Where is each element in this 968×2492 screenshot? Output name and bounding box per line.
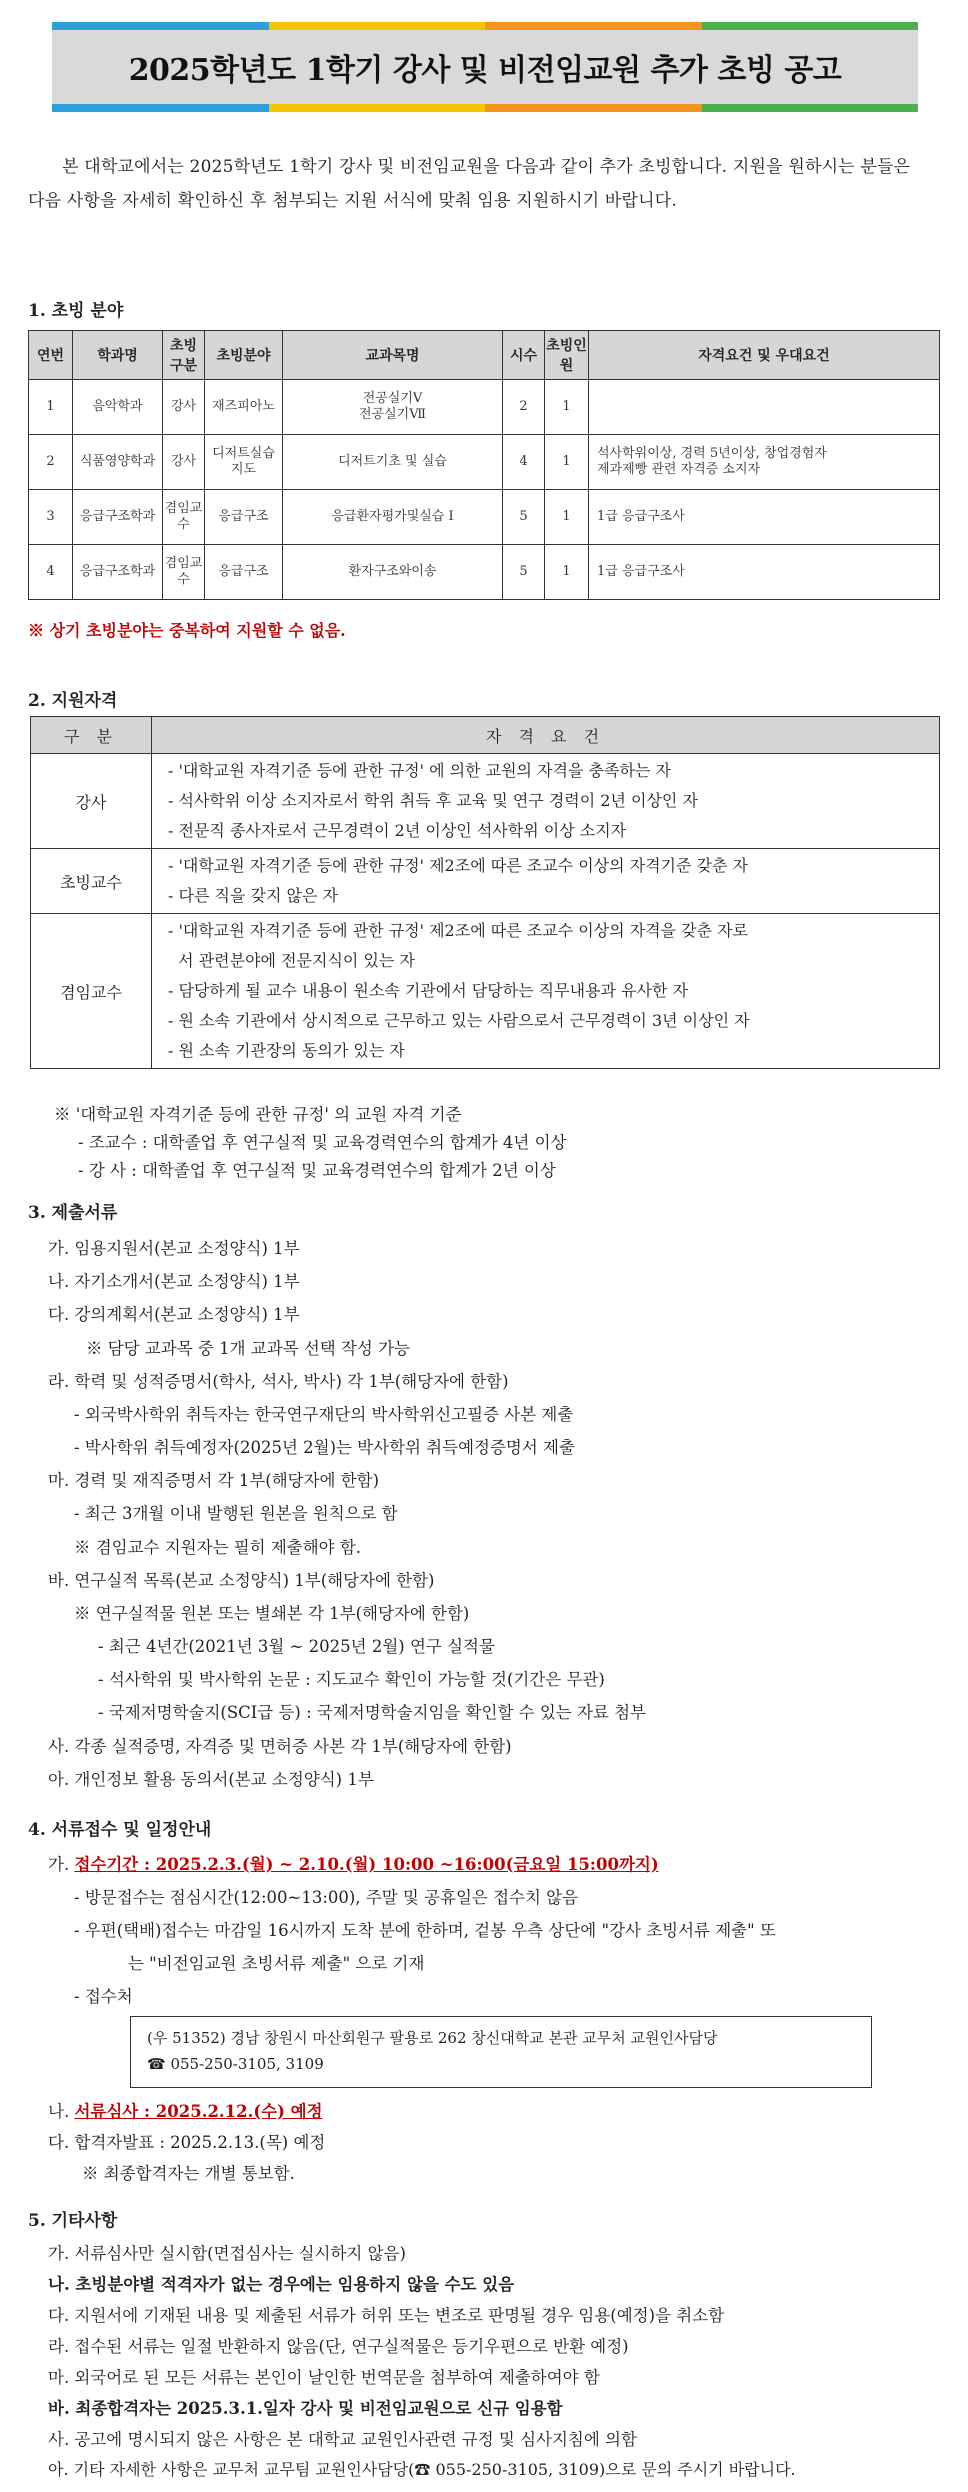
cell-count: 1: [545, 380, 589, 435]
course-line: 환자구조와이송: [348, 564, 437, 579]
section5-heading: 5. 기타사항: [28, 2211, 118, 2231]
doc-item: 아. 개인정보 활용 동의서(본교 소정양식) 1부: [48, 1770, 374, 1789]
cell-no: 2: [29, 435, 73, 490]
doc-item: 가. 임용지원서(본교 소정양식) 1부: [48, 1239, 300, 1258]
review-text: 서류심사 : 2025.2.12.(수) 예정: [74, 2102, 323, 2121]
req-line: 제과제빵 관련 자격증 소지자: [597, 462, 761, 477]
item-line: - 담당하게 될 교수 내용이 원소속 기관에서 담당하는 직무내용과 유사한 자: [168, 981, 688, 1000]
header-cell: 자격요건 및 우대요건: [589, 331, 940, 380]
review-prefix: 나.: [48, 2102, 75, 2121]
address: (우 51352) 경남 창원시 마산회원구 팔용로 262 창신대학교 본관 교무처 교원인사담당: [147, 2029, 718, 2047]
cell-dept: 응급구조학과: [73, 545, 163, 600]
req-line: 석사학위이상, 경력 5년이상, 창업경험자: [597, 446, 827, 461]
cell-hours: 4: [503, 435, 545, 490]
doc-note: ※ 담당 교과목 중 1개 교과목 선택 작성 가능: [86, 1339, 410, 1358]
header-cell: 교과목명: [283, 331, 503, 380]
doc-item: 바. 연구실적 목록(본교 소정양식) 1부(해당자에 한함): [48, 1571, 435, 1590]
doc-subitem: - 석사학위 및 박사학위 논문 : 지도교수 확인이 가능할 것(기간은 무관): [98, 1670, 605, 1689]
etc-item: 아. 기타 자세한 사항은 교무처 교무팀 교원인사담당(☎ 055-250-3105, 3109)으로 문의 주시기 바랍니다.: [48, 2460, 796, 2479]
cell-no: 3: [29, 490, 73, 545]
qualification-note: ※ '대학교원 자격기준 등에 관한 규정' 의 교원 자격 기준: [54, 1105, 462, 1124]
doc-item: 라. 학력 및 성적증명서(학사, 석사, 박사) 각 1부(해당자에 한함): [48, 1372, 509, 1391]
cell-type: 강사: [163, 380, 205, 435]
cell-count: 1: [545, 435, 589, 490]
cell-type: 겸임교수: [163, 490, 205, 545]
header-cell: 초빙구분: [163, 331, 205, 380]
doc-note: ※ 연구실적물 원본 또는 별쇄본 각 1부(해당자에 한함): [74, 1604, 470, 1623]
item-line: - 전문직 종사자로서 근무경력이 2년 이상인 석사학위 이상 소지자: [168, 821, 627, 840]
cell-dept: 식품영양학과: [73, 435, 163, 490]
doc-subitem: - 박사학위 취득예정자(2025년 2월)는 박사학위 취득예정증명서 제출: [74, 1438, 575, 1457]
period-prefix: 가.: [48, 1855, 75, 1874]
qualification-note: - 강 사 : 대학졸업 후 연구실적 및 교육경력연수의 합계가 2년 이상: [78, 1161, 556, 1180]
cell-hours: 5: [503, 545, 545, 600]
req-line: 1급 응급구조사: [597, 564, 685, 579]
doc-subitem: - 최근 4년간(2021년 3월 ~ 2025년 2월) 연구 실적물: [98, 1637, 495, 1656]
etc-item: 사. 공고에 명시되지 않은 사항은 본 대학교 교원인사관련 규정 및 심사지침에 의함: [48, 2430, 637, 2449]
cell-no: 1: [29, 380, 73, 435]
section2-heading: 2. 지원자격: [28, 691, 118, 711]
item-line: - 다른 직을 갖지 않은 자: [168, 886, 338, 905]
section4-heading: 4. 서류접수 및 일정안내: [28, 1820, 212, 1840]
cell-course: [283, 490, 503, 545]
cell-field: 디저트실습지도: [205, 435, 283, 490]
item-line: - '대학교원 자격기준 등에 관한 규정' 에 의한 교원의 자격을 충족하는 자: [168, 761, 671, 780]
row-items: [152, 849, 940, 914]
cell-no: 4: [29, 545, 73, 600]
cell-type: 겸임교수: [163, 545, 205, 600]
header-cell: 자 격 요 건: [152, 717, 940, 754]
mail-note: - 우편(택배)접수는 마감일 16시까지 도착 분에 한하며, 겉봉 우측 상단에 "강사 초빙서류 제출" 또: [74, 1921, 776, 1940]
doc-item: 사. 각종 실적증명, 자격증 및 면허증 사본 각 1부(해당자에 한함): [48, 1737, 512, 1756]
header-cell: 구 분: [31, 717, 152, 754]
table-header-row: [31, 717, 940, 754]
etc-item: 가. 서류심사만 실시함(면접심사는 실시하지 않음): [48, 2244, 406, 2263]
visit-note: - 방문접수는 점심시간(12:00~13:00), 주말 및 공휴일은 접수치 않음: [74, 1888, 579, 1907]
qualification-table: [30, 716, 940, 1069]
period-text: 접수기간 : 2025.2.3.(월) ~ 2.10.(월) 10:00 ~16:00(금요일 15:00까지): [74, 1855, 659, 1874]
address-box: [130, 2016, 872, 2088]
item-line: - 원 소속 기관장의 동의가 있는 자: [168, 1041, 405, 1060]
cell-hours: 2: [503, 380, 545, 435]
etc-item: 나. 초빙분야별 적격자가 없는 경우에는 임용하지 않을 수도 있음: [48, 2275, 515, 2294]
header-cell: 학과명: [73, 331, 163, 380]
section1-heading: 1. 초빙 분야: [28, 301, 124, 321]
cell-course: [283, 435, 503, 490]
review-line: [48, 2098, 323, 2122]
intro-paragraph: 본 대학교에서는 2025학년도 1학기 강사 및 비전임교원을 다음과 같이 추가 초빙합니다. 지원을 원하시는 분들은 다음 사항을 자세히 확인하신 후 첨부되는 지원 서식에 맞춰 임용 지원하시기 바랍니다.: [28, 157, 911, 211]
item-line: - 원 소속 기관에서 상시적으로 근무하고 있는 사람으로서 근무경력이 3년 이상인 자: [168, 1011, 750, 1030]
cell-course: [283, 380, 503, 435]
color-bar-bottom: [52, 104, 918, 112]
header-cell: 초빙인원: [545, 331, 589, 380]
header-cell: 시수: [503, 331, 545, 380]
row-label: 초빙교수: [31, 849, 152, 914]
doc-subitem: - 국제저명학술지(SCI급 등) : 국제저명학술지임을 확인할 수 있는 자료 첨부: [98, 1703, 646, 1722]
cell-count: 1: [545, 490, 589, 545]
item-line: - '대학교원 자격기준 등에 관한 규정' 제2조에 따른 조교수 이상의 자격기준 갖춘 자: [168, 856, 749, 875]
doc-item: 마. 경력 및 재직증명서 각 1부(해당자에 한함): [48, 1471, 380, 1490]
item-line: - 석사학위 이상 소지자로서 학위 취득 후 교육 및 연구 경력이 2년 이상인 자: [168, 791, 698, 810]
recruitment-table: [28, 330, 940, 600]
cell-field: 재즈피아노: [205, 380, 283, 435]
table-row: [29, 545, 940, 600]
cell-req: [589, 380, 940, 435]
row-items: [152, 914, 940, 1069]
color-bar-top: [52, 22, 918, 30]
table-row: [29, 435, 940, 490]
cell-dept: 응급구조학과: [73, 490, 163, 545]
doc-subitem: - 최근 3개월 이내 발행된 원본을 원칙으로 함: [74, 1504, 398, 1523]
cell-req: [589, 490, 940, 545]
table-header-row: [29, 331, 940, 380]
place-label: - 접수처: [74, 1987, 133, 2006]
mail-note: 는 "비전임교원 초빙서류 제출" 으로 기재: [128, 1954, 425, 1973]
item-line: - '대학교원 자격기준 등에 관한 규정' 제2조에 따른 조교수 이상의 자격을 갖춘 자로: [168, 921, 749, 940]
row-label: 겸임교수: [31, 914, 152, 1069]
header-cell: 초빙분야: [205, 331, 283, 380]
table-row: [29, 380, 940, 435]
cell-course: [283, 545, 503, 600]
announce-line: 다. 합격자발표 : 2025.2.13.(목) 예정: [48, 2133, 326, 2152]
cell-field: 응급구조: [205, 490, 283, 545]
req-line: 1급 응급구조사: [597, 509, 685, 524]
table-row: [31, 914, 940, 1069]
cell-field: 응급구조: [205, 545, 283, 600]
cell-dept: 음악학과: [73, 380, 163, 435]
qualification-note: - 조교수 : 대학졸업 후 연구실적 및 교육경력연수의 합계가 4년 이상: [78, 1133, 567, 1152]
doc-item: 다. 강의계획서(본교 소정양식) 1부: [48, 1305, 300, 1324]
cell-req: [589, 545, 940, 600]
doc-subitem: - 외국박사학위 취득자는 한국연구재단의 박사학위신고필증 사본 제출: [74, 1405, 574, 1424]
course-line: 전공실기Ⅶ: [358, 407, 426, 422]
course-line: 응급환자평가및실습 I: [331, 509, 454, 524]
duplicate-note: ※ 상기 초빙분야는 중복하여 지원할 수 없음.: [28, 621, 346, 640]
item-line: 서 관련분야에 전문지식이 있는 자: [168, 951, 415, 970]
etc-item: 라. 접수된 서류는 일절 반환하지 않음(단, 연구실적물은 등기우편으로 반환 예정): [48, 2337, 629, 2356]
row-items: [152, 754, 940, 849]
cell-hours: 5: [503, 490, 545, 545]
cell-count: 1: [545, 545, 589, 600]
course-line: 전공실기Ⅴ: [362, 391, 423, 406]
final-note: ※ 최종합격자는 개별 통보함.: [82, 2164, 295, 2183]
row-label: 강사: [31, 754, 152, 849]
etc-item: 다. 지원서에 기재된 내용 및 제출된 서류가 허위 또는 변조로 판명될 경우 임용(예정)을 취소함: [48, 2306, 725, 2325]
table-row: [31, 754, 940, 849]
cell-req: [589, 435, 940, 490]
title-banner: [52, 22, 918, 112]
page-title: 2025학년도 1학기 강사 및 비전임교원 추가 초빙 공고: [52, 30, 918, 104]
doc-item: 나. 자기소개서(본교 소정양식) 1부: [48, 1272, 300, 1291]
etc-item: 마. 외국어로 된 모든 서류는 본인이 날인한 번역문을 첨부하여 제출하여야 함: [48, 2368, 600, 2387]
cell-type: 강사: [163, 435, 205, 490]
phone: ☎ 055-250-3105, 3109: [147, 2055, 324, 2073]
table-row: [29, 490, 940, 545]
etc-item: 바. 최종합격자는 2025.3.1.일자 강사 및 비전임교원으로 신규 임용함: [48, 2399, 563, 2418]
header-cell: 연번: [29, 331, 73, 380]
doc-note: ※ 겸임교수 지원자는 필히 제출해야 함.: [74, 1538, 362, 1557]
period-line: [48, 1851, 659, 1875]
table-row: [31, 849, 940, 914]
course-line: 디저트기초 및 실습: [338, 454, 447, 469]
section3-heading: 3. 제출서류: [28, 1203, 118, 1223]
